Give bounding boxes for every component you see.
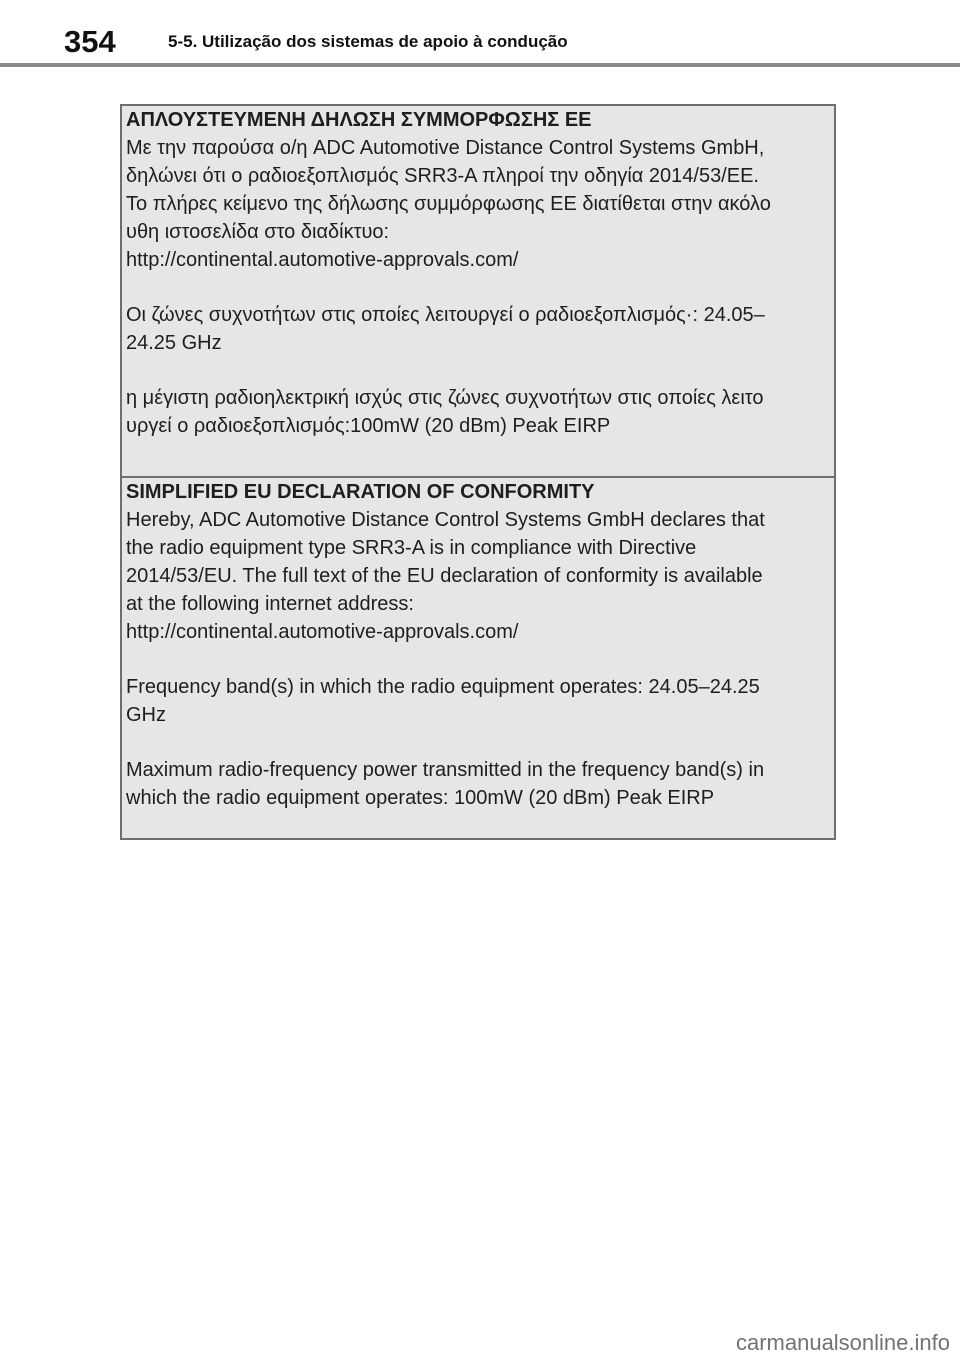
section-title: 5-5. Utilização dos sistemas de apoio à condução — [168, 32, 568, 51]
english-text-line: the radio equipment type SRR3-A is in compliance with Directive — [126, 537, 697, 559]
greek-url-line: http://continental.automotive-approvals.com/ — [126, 249, 519, 271]
greek-power-line: υργεί ο ραδιοεξοπλισμός:100mW (20 dBm) Peak EIRP — [126, 415, 611, 437]
english-text-line: at the following internet address: — [126, 593, 414, 615]
greek-text-line: Με την παρούσα ο/η ADC Automotive Distance Control Systems GmbH, — [126, 137, 765, 159]
greek-power-line: η μέγιστη ραδιοηλεκτρική ισχύς στις ζώνες συχνοτήτων στις οποίες λειτο — [126, 387, 764, 409]
english-frequency-line: GHz — [126, 704, 166, 726]
paragraph-gap — [126, 729, 834, 756]
greek-text-line: δηλώνει ότι ο ραδιοεξοπλισμός SRR3-A πληροί την οδηγία 2014/53/ΕΕ. — [126, 165, 759, 187]
english-power-line: which the radio equipment operates: 100mW (20 dBm) Peak EIRP — [126, 787, 715, 809]
greek-frequency-line: Οι ζώνες συχνοτήτων στις οποίες λειτουργεί ο ραδιοεξοπλισμός·: 24.05– — [126, 304, 765, 326]
page-number: 354 — [64, 24, 116, 59]
greek-text-line: υθη ιστοσελίδα στο διαδίκτυο: — [126, 221, 390, 243]
watermark: carmanualsonline.info — [735, 1330, 950, 1355]
paragraph-gap — [126, 646, 834, 673]
declaration-box — [120, 104, 836, 840]
english-text-line: 2014/53/EU. The full text of the EU declaration of conformity is available — [126, 565, 763, 587]
english-declaration-heading: SIMPLIFIED EU DECLARATION OF CONFORMITY — [126, 481, 595, 503]
greek-frequency-line: 24.25 GHz — [126, 332, 222, 354]
english-declaration — [122, 476, 834, 838]
header-rule — [0, 63, 960, 67]
greek-declaration-heading: ΑΠΛΟΥΣΤΕΥΜΕΝΗ ΔΗΛΩΣΗ ΣΥΜΜΟΡΦΩΣΗΣ ΕΕ — [126, 109, 592, 131]
paragraph-gap — [126, 274, 834, 301]
greek-declaration — [122, 106, 834, 476]
english-url-line: http://continental.automotive-approvals.com/ — [126, 621, 519, 643]
greek-text-line: Το πλήρες κείμενο της δήλωσης συμμόρφωσης ΕΕ διατίθεται στην ακόλο — [126, 193, 771, 215]
english-text-line: Hereby, ADC Automotive Distance Control Systems GmbH declares that — [126, 509, 765, 531]
english-frequency-line: Frequency band(s) in which the radio equipment operates: 24.05–24.25 — [126, 676, 760, 698]
english-power-line: Maximum radio-frequency power transmitted in the frequency band(s) in — [126, 759, 765, 781]
paragraph-gap — [126, 357, 834, 384]
